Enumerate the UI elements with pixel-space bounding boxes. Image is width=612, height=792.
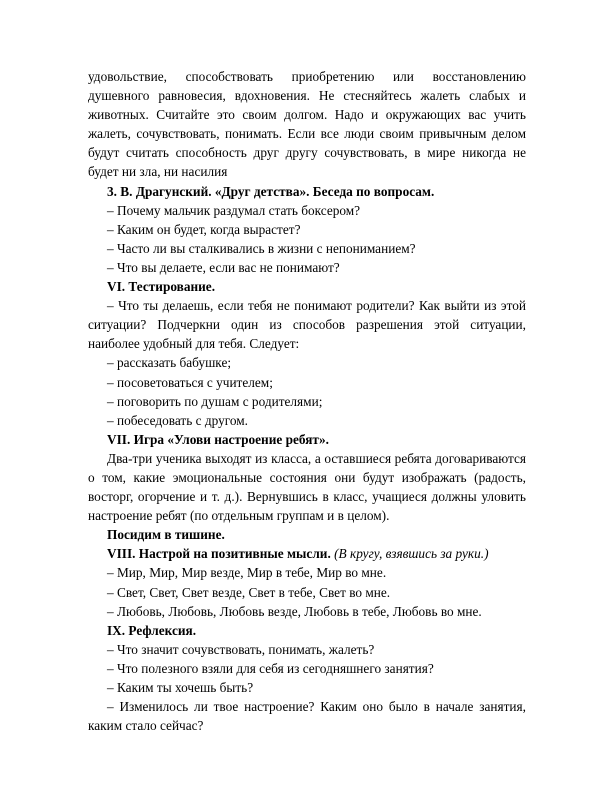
section3-heading: 3. В. Драгунский. «Друг детства». Беседа по вопросам.: [107, 183, 435, 199]
section3-question: – Почему мальчик раздумал стать боксером?: [107, 202, 361, 218]
section6-paragraph: – Что ты делаешь, если тебя не понимают родители? Как выйти из этой ситуации? Подчеркни один из способов разрешения этой ситуации, наиболее удобный для тебя. Следует:: [88, 298, 526, 352]
section6-option: – рассказать бабушке;: [107, 355, 232, 371]
section6-option: – посоветоваться с учителем;: [107, 374, 273, 390]
affirmation-line: – Свет, Свет, Свет везде, Свет в тебе, Свет во мне.: [107, 584, 391, 600]
affirmation-line: – Любовь, Любовь, Любовь везде, Любовь в тебе, Любовь во мне.: [107, 603, 482, 619]
section6-option: – побеседовать с другом.: [107, 412, 248, 428]
section8-instruction: (В кругу, взявшись за руки.): [334, 546, 489, 562]
section3-question: – Часто ли вы сталкивались в жизни с непониманием?: [107, 240, 416, 256]
intro-paragraph: удовольствие, способствовать приобретению или восстановлению душевного равновесия, вдохновения. Не стесняйтесь жалеть слабых и животных. Считайте это своим долгом. Надо и окружающих вас учить жалеть, сочувствовать, понимать. Если все люди своим привычным делом будут считать способность друг другу сочувствовать, в мире никогда не будет ни зла, ни насилия: [88, 69, 526, 180]
section6-option: – поговорить по душам с родителями;: [107, 393, 323, 409]
section9-question: – Что значит сочувствовать, понимать, жалеть?: [107, 641, 375, 657]
section7-paragraph: Два-три ученика выходят из класса, а оставшиеся ребята договариваются о том, какие эмоциональные состояния они будут изображать (радость, восторг, огорчение и т. д.). Вернувшись в класс, учащиеся должны уловить настроение ребят (по отдельным группам и в целом).: [88, 450, 526, 524]
section8-heading: VIII. Настрой на позитивные мысли.: [107, 546, 331, 562]
section9-heading: IX. Рефлексия.: [107, 622, 197, 638]
section6-heading: VI. Тестирование.: [107, 279, 216, 295]
section9-question: – Каким ты хочешь быть?: [107, 680, 254, 695]
section7-heading: VII. Игра «Улови настроение ребят».: [107, 431, 329, 447]
section8-heading-line: [88, 544, 526, 563]
section9-last-question: – Изменилось ли твое настроение? Каким оно было в начале занятия, каким стало сейчас?: [88, 699, 526, 734]
document-body: [88, 67, 526, 735]
section9-question: – Что полезного взяли для себя из сегодняшнего занятия?: [107, 660, 434, 676]
affirmation-line: – Мир, Мир, Мир везде, Мир в тебе, Мир во мне.: [107, 565, 387, 581]
section3-question: – Каким он будет, когда вырастет?: [107, 221, 301, 237]
section3-question: – Что вы делаете, если вас не понимают?: [107, 259, 340, 275]
sit-in-silence-heading: Посидим в тишине.: [107, 527, 225, 543]
